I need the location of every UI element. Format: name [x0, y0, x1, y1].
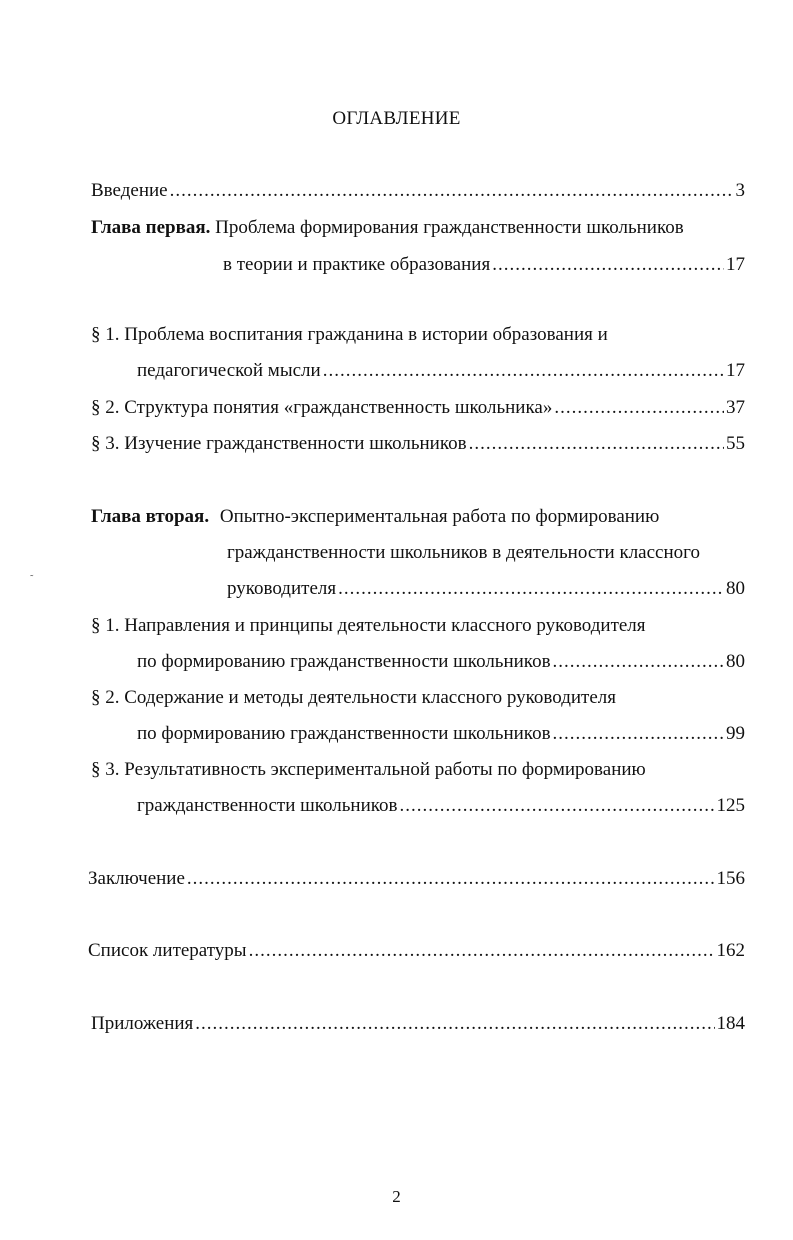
- dot-leader: [553, 722, 724, 746]
- dot-leader: [553, 650, 724, 674]
- section-title: § 3. Изучение гражданственности школьников: [91, 433, 467, 454]
- toc-entry-text: Введение: [91, 180, 168, 201]
- toc-ch2-section-1-line2: [137, 650, 745, 674]
- toc-chapter-1-heading: [91, 216, 684, 240]
- chapter-title-cont: в теории и практике образования: [223, 254, 491, 275]
- toc-entry-intro: [91, 179, 745, 203]
- toc-entry-conclusion: [88, 867, 745, 891]
- dot-leader: [170, 179, 734, 203]
- toc-page-number: 184: [716, 1013, 745, 1034]
- toc-ch1-section-2: [91, 396, 745, 420]
- section-title: § 2. Структура понятия «гражданственность школьника»: [91, 397, 553, 418]
- section-title-cont: по формированию гражданственности школьников: [137, 723, 551, 744]
- toc-ch2-section-2-line2: [137, 722, 745, 746]
- dot-leader: [469, 432, 724, 456]
- toc-page-number: 3: [735, 180, 745, 201]
- dot-leader: [195, 1012, 714, 1036]
- chapter-title-cont: руководителя: [227, 578, 337, 599]
- toc-page-number: 80: [726, 651, 745, 672]
- toc-entry-text: Приложения: [91, 1013, 194, 1034]
- dot-leader: [492, 253, 724, 277]
- toc-page-number: 125: [716, 795, 745, 816]
- page-title: ОГЛАВЛЕНИЕ: [332, 108, 461, 129]
- toc-entry-text: Список литературы: [88, 940, 247, 961]
- dot-leader: [323, 359, 724, 383]
- toc-page-number: 99: [726, 723, 745, 744]
- chapter-title: Проблема формирования гражданственности школьников: [215, 217, 684, 238]
- toc-ch1-section-3: [91, 432, 745, 456]
- toc-page-number: 55: [726, 433, 745, 454]
- chapter-label: Глава вторая.: [91, 506, 210, 527]
- toc-entry-appendices: [91, 1012, 745, 1036]
- dot-leader: [554, 396, 724, 420]
- toc-entry-references: [88, 939, 745, 963]
- toc-page-number: 17: [726, 254, 745, 275]
- toc-page-number: 17: [726, 360, 745, 381]
- toc-chapter-1-line2: [223, 253, 745, 277]
- toc-ch1-section-1-line2: [137, 359, 745, 383]
- toc-ch1-section-1: § 1. Проблема воспитания гражданина в истории образования и: [91, 324, 608, 345]
- chapter-label: Глава первая.: [91, 217, 211, 238]
- dot-leader: [338, 577, 724, 601]
- toc-page-number: 156: [716, 868, 745, 889]
- toc-chapter-2-heading: [91, 505, 659, 529]
- toc-ch2-section-2: § 2. Содержание и методы деятельности классного руководителя: [91, 687, 616, 708]
- dot-leader: [399, 794, 714, 818]
- toc-page-number: 37: [726, 397, 745, 418]
- toc-ch2-section-3: § 3. Результативность экспериментальной работы по формированию: [91, 759, 646, 780]
- chapter-title: Опытно-экспериментальная работа по формированию: [219, 506, 660, 527]
- toc-chapter-2-line3: [227, 577, 745, 601]
- scan-mark: ˜: [30, 574, 34, 585]
- toc-page-number: 80: [726, 578, 745, 599]
- section-title-cont: педагогической мысли: [137, 360, 321, 381]
- toc-ch2-section-3-line2: [137, 794, 745, 818]
- toc-ch2-section-1: § 1. Направления и принципы деятельности классного руководителя: [91, 615, 646, 636]
- section-title-cont: по формированию гражданственности школьников: [137, 651, 551, 672]
- toc-chapter-2-line2: гражданственности школьников в деятельности классного: [227, 542, 700, 563]
- dot-leader: [249, 939, 715, 963]
- page-number: 2: [392, 1187, 401, 1206]
- toc-page-number: 162: [716, 940, 745, 961]
- section-title-cont: гражданственности школьников: [137, 795, 398, 816]
- toc-entry-text: Заключение: [88, 868, 185, 889]
- dot-leader: [187, 867, 715, 891]
